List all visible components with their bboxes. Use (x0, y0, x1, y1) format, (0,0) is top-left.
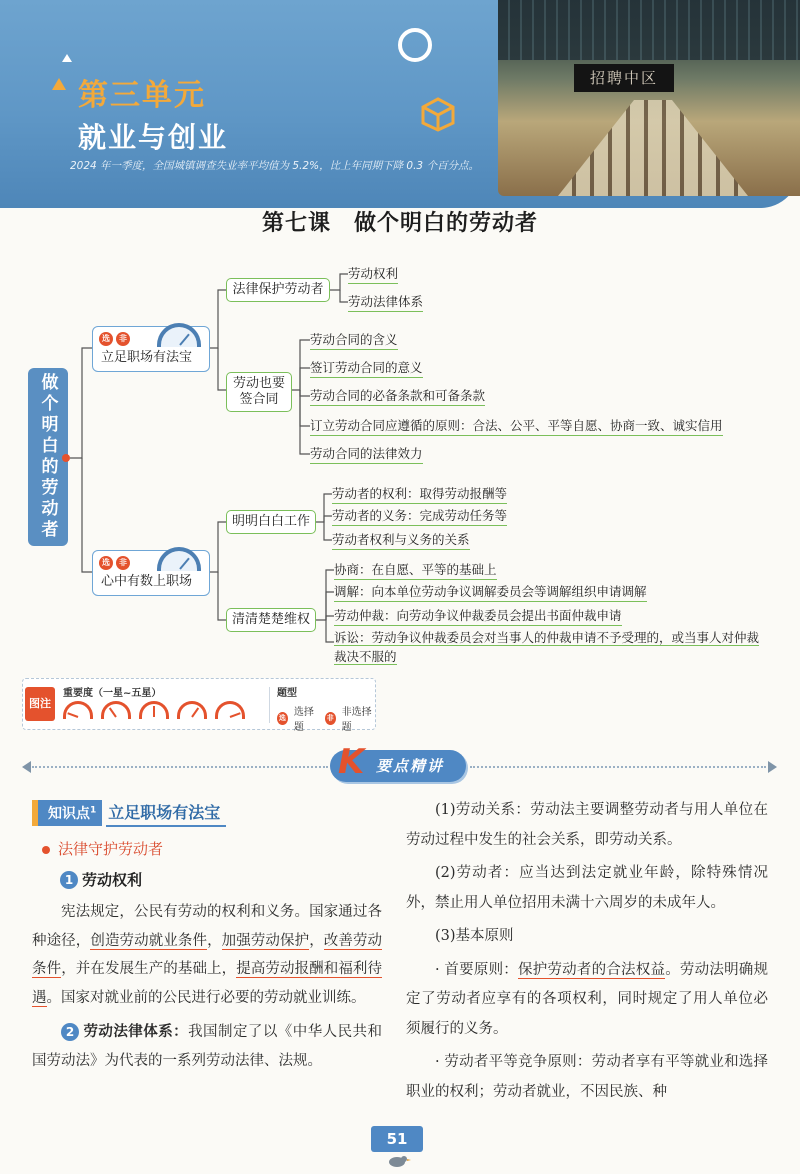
underlined-text: 保护劳动者的合法权益 (518, 961, 666, 978)
mind-map-root: 做个明白的劳动者 (28, 368, 68, 546)
leaf-item: 劳动法律体系 (348, 292, 423, 312)
divider-line (470, 766, 766, 768)
group-box: 明明白白工作 (226, 510, 316, 534)
bird-icon (382, 1154, 412, 1168)
paragraph: · 劳动者平等竞争原则：劳动者享有平等就业和选择职业的权利；劳动者就业，不因民族、种 (406, 1054, 768, 1100)
photo-floor (558, 100, 748, 196)
arrow-right-icon (768, 761, 777, 773)
non-choice-badge: 非 (325, 712, 336, 725)
leaf-item: 签订劳动合同的意义 (310, 358, 423, 378)
left-column (32, 800, 382, 1075)
leaf-item (334, 628, 764, 667)
text-run: 宪法规定，公民有劳动的权利和义务。国家通过各种途径， (32, 904, 382, 949)
type-badges (99, 556, 130, 570)
importance-1-icon (63, 701, 93, 719)
right-column (406, 796, 768, 1111)
number-circle: 1 (60, 871, 78, 889)
number-circle: 2 (61, 1023, 79, 1041)
numbered-heading (60, 869, 382, 890)
sub-heading: 法律守护劳动者 (42, 838, 382, 859)
text-run: · 首要原则： (435, 961, 519, 978)
choice-badge: 选 (277, 712, 288, 725)
paragraph: (3)基本原则 (435, 928, 514, 944)
unit-subtitle: 就业与创业 (78, 121, 229, 154)
arrow-left-icon (22, 761, 31, 773)
leaf-item: 订立劳动合同应遵循的原则：合法、公平、平等自愿、协商一致、诚实信用 (310, 416, 723, 436)
numbered-heading-text: 劳动权利 (82, 871, 143, 889)
paragraph (406, 956, 768, 1045)
gauge-needle (153, 706, 155, 717)
kp-number: 1 (90, 805, 97, 816)
leaf-item: 劳动合同的法律效力 (310, 444, 423, 464)
circle-icon (398, 28, 432, 62)
lesson-title: 第七课 做个明白的劳动者 (261, 210, 538, 236)
importance-gauge-icon (157, 323, 201, 347)
gauge-needle (230, 712, 241, 718)
leaf-item: 劳动权利 (348, 264, 398, 284)
kp-tag-text: 知识点 (48, 806, 90, 822)
section-title: 要点精讲 (376, 757, 445, 775)
type-label: 选择题 (293, 707, 314, 733)
section-k: K (338, 742, 365, 782)
text-run: ， (207, 932, 222, 949)
branch-box (92, 550, 210, 596)
non-choice-badge: 非 (116, 332, 130, 346)
importance-5-icon (215, 701, 245, 719)
paragraph (32, 1018, 382, 1075)
underlined-text: 创造劳动就业条件 (90, 932, 208, 949)
leaf-item: 调解：向本单位劳动争议调解委员会等调解组织申请调解 (334, 582, 647, 602)
leaf-item: 协商：在自愿、平等的基础上 (334, 560, 497, 580)
type-label: 非选择题 (341, 707, 372, 733)
triangle-icon (62, 54, 72, 62)
choice-badge: 选 (99, 332, 113, 346)
paragraph (32, 898, 382, 1012)
cube-icon (420, 96, 456, 132)
banner-note: 2024 年一季度，全国城镇调查失业率平均值为 5.2%，比上年同期下降 0.3 个百分点。 (70, 160, 479, 172)
photo-sign: 招聘中区 (574, 64, 674, 92)
gauge-needle (179, 334, 190, 346)
unit-banner (0, 0, 800, 208)
knowledge-point-tag (32, 800, 102, 826)
root-dot (62, 454, 70, 462)
gauge-needle (191, 707, 199, 717)
underlined-text: 加强劳动保护 (221, 932, 310, 949)
type-badges (99, 332, 130, 346)
underlined-text: 提高劳动报酬和福利待遇 (32, 961, 383, 1006)
leaf-item: 劳动仲裁：向劳动争议仲裁委员会提出书面仲裁申请 (334, 606, 622, 626)
bold-text: 劳动法律体系： (83, 1023, 189, 1040)
paragraph: (1)劳动关系：劳动法主要调整劳动者与用人单位在劳动过程中发生的社会关系，即劳动关系。 (406, 802, 768, 848)
underlined-text: 改善劳动条件 (32, 932, 383, 977)
type-list (277, 703, 375, 733)
choice-badge: 选 (99, 556, 113, 570)
importance-3-icon (139, 701, 169, 719)
branch-label: 立足职场有法宝 (101, 350, 193, 365)
knowledge-point-heading (32, 800, 382, 826)
branch-box (92, 326, 210, 372)
importance-2-icon (101, 701, 131, 719)
job-fair-photo (498, 0, 800, 196)
legend-tag: 图注 (25, 687, 55, 721)
triangle-icon (52, 78, 66, 90)
branch-label: 心中有数上职场 (101, 574, 193, 589)
knowledge-point-title: 立足职场有法宝 (106, 800, 226, 827)
legend-divider (269, 687, 270, 723)
gauge-needle (67, 712, 78, 718)
text-run: 。国家对就业前的公民进行必要的劳动就业训练。 (46, 989, 366, 1006)
text-run: ， (309, 932, 324, 949)
leaf-text: 诉讼：劳动争议仲裁委员会对当事人的仲裁申请不予受理的，或当事人对仲裁裁决不服的 (334, 630, 760, 664)
page-number: 51 (371, 1126, 423, 1152)
importance-levels (63, 701, 245, 719)
leaf-item: 劳动者的义务：完成劳动任务等 (332, 506, 507, 526)
leaf-item: 劳动合同的含义 (310, 330, 398, 350)
leaf-item: 劳动者的权利：取得劳动报酬等 (332, 484, 507, 504)
non-choice-badge: 非 (116, 556, 130, 570)
importance-gauge-icon (157, 547, 201, 571)
gauge-needle (109, 707, 117, 717)
group-box: 法律保护劳动者 (226, 278, 330, 302)
group-box: 劳动也要签合同 (226, 372, 292, 412)
type-title: 题型 (277, 688, 297, 699)
mind-map (0, 250, 800, 670)
leaf-item: 劳动合同的必备条款和可备条款 (310, 386, 485, 406)
photo-roof (498, 0, 800, 60)
text-run: 我国制定了以《中华人民共和国劳动法》为代表的一系列劳动法律、法规。 (32, 1024, 383, 1069)
text-run: 。劳动法明确规定了劳动者应享有的各项权利，同时规定了用人单位必须履行的义务。 (406, 961, 769, 1037)
leaf-item: 劳动者权利与义务的关系 (332, 530, 470, 550)
divider-line (32, 766, 328, 768)
importance-4-icon (177, 701, 207, 719)
legend (22, 678, 376, 733)
unit-title: 第三单元 (78, 78, 206, 113)
paragraph: (2)劳动者：应当达到法定就业年龄，除特殊情况外，禁止用人单位招用未满十六周岁的未成年人。 (406, 865, 768, 911)
importance-title: 重要度（一星~五星） (63, 688, 162, 699)
group-box: 清清楚楚维权 (226, 608, 316, 632)
text-run: ，并在发展生产的基础上， (61, 961, 237, 977)
gauge-needle (179, 558, 190, 570)
